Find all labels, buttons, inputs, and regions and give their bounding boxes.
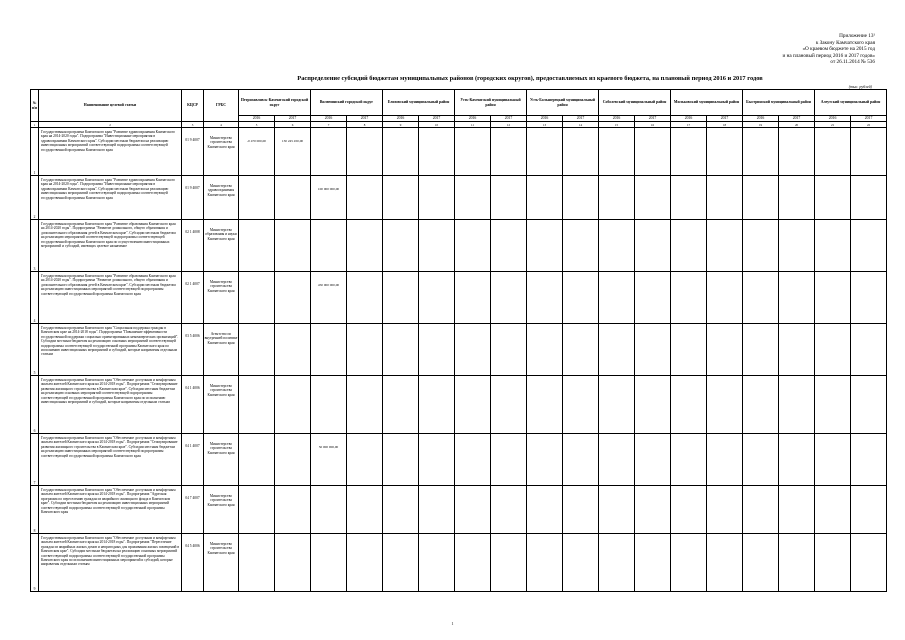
amount-cell: [563, 486, 599, 534]
amount-cell: [707, 176, 743, 220]
amount-cell: [311, 128, 347, 176]
column-number: 16: [635, 122, 671, 128]
amount-cell: [275, 434, 311, 486]
column-number: 6: [275, 122, 311, 128]
amount-cell: [419, 220, 455, 272]
amount-cell: [311, 324, 347, 376]
amount-cell: [599, 272, 635, 324]
grbs-name: Агентство по внутренней политике Камчатского края: [204, 324, 239, 376]
header-municipality: Петропавловск-Камчатский городской округ: [239, 90, 311, 116]
column-number: 8: [347, 122, 383, 128]
amount-cell: 130 245 450,00: [275, 128, 311, 176]
row-number: 8: [31, 486, 39, 534]
column-number: 1: [31, 122, 39, 128]
amount-cell: [743, 220, 779, 272]
amount-cell: [851, 486, 887, 534]
amount-cell: [779, 434, 815, 486]
amount-cell: [275, 534, 311, 592]
amount-cell: [779, 220, 815, 272]
amount-cell: [275, 324, 311, 376]
target-article-name: Государственная программа Камчатского края "Развитие образования Камчатского края на 2014-2020 годы". Подпрограмма "Развитие дошкольного, общего образования и дополнительного образования детей в Камчатском крае". Субсидии местным бюджетам на реализацию инвестиционных мероприятий соответствующей подпрограммы соответствующей государственной программы Камчатского края: [39, 272, 182, 324]
amount-cell: [455, 486, 491, 534]
amount-cell: [743, 324, 779, 376]
amount-cell: [419, 128, 455, 176]
amount-cell: [563, 534, 599, 592]
amount-cell: [671, 534, 707, 592]
year-2017: 2017: [275, 116, 311, 122]
amount-cell: [815, 486, 851, 534]
amount-cell: [239, 272, 275, 324]
amount-cell: [851, 128, 887, 176]
grbs-name: Министерство строительства Камчатского края: [204, 128, 239, 176]
grbs-name: Министерство строительства Камчатского края: [204, 376, 239, 434]
grbs-name: Министерство строительства Камчатского края: [204, 434, 239, 486]
header-grbs: ГРБС: [204, 90, 239, 122]
amount-cell: [383, 534, 419, 592]
amount-cell: [563, 220, 599, 272]
amount-cell: [527, 176, 563, 220]
column-number: 20: [779, 122, 815, 128]
header-kcsr: КЦСР: [182, 90, 204, 122]
amount-cell: [779, 376, 815, 434]
amount-cell: [455, 220, 491, 272]
grbs-name: Министерство строительства Камчатского края: [204, 534, 239, 592]
amount-cell: [527, 272, 563, 324]
amount-cell: [779, 272, 815, 324]
row-number: 1: [31, 128, 39, 176]
row-number: 3: [31, 220, 39, 272]
header-municipality: Усть-Большерецкий муниципальный район: [527, 90, 599, 116]
amount-cell: [347, 434, 383, 486]
amount-cell: -0 470 000,00: [239, 128, 275, 176]
amount-cell: [383, 486, 419, 534]
amount-cell: [815, 434, 851, 486]
amount-cell: [851, 220, 887, 272]
grbs-name: Министерство образования и науки Камчатского края: [204, 220, 239, 272]
target-article-name: Государственная программа Камчатского края "Обеспечение доступным и комфортным жильем жителей Камчатского края на 2014-2018 годы". Подпрограмма "Адресная программа по переселению граждан из аварийного жилищного фонда в Камчатском крае". Субсидии местным бюджетам на реализацию инвестиционных мероприятий соответствующей подпрограммы соответствующей государственной программы Камчатского края: [39, 486, 182, 534]
amount-cell: [635, 128, 671, 176]
amount-cell: [383, 376, 419, 434]
amount-cell: [851, 534, 887, 592]
appendix-line: к Закону Камчатского края: [815, 39, 875, 46]
column-number: 5: [239, 122, 275, 128]
table-row: [31, 376, 887, 434]
target-article-name: Государственная программа Камчатского края "Обеспечение доступным и комфортным жильем жителей Камчатского края на 2014-2018 годы". Подпрограмма "Стимулирование развития жилищного строительства в Камчатском крае". Субсидии местным бюджетам на реализацию основных мероприятий соответствующей подпрограммы соответствующей государственной программы Камчатского края по исполнению инвестиционных мероприятий и субсидий, которые направлены отдельным статьям: [39, 376, 182, 434]
amount-cell: 100 000 000,00: [311, 176, 347, 220]
amount-cell: [347, 376, 383, 434]
amount-cell: [275, 272, 311, 324]
amount-cell: [419, 376, 455, 434]
amount-cell: [635, 486, 671, 534]
amount-cell: [851, 324, 887, 376]
amount-cell: [599, 176, 635, 220]
column-number: 17: [671, 122, 707, 128]
amount-cell: [599, 220, 635, 272]
amount-cell: [671, 434, 707, 486]
amount-cell: [347, 534, 383, 592]
amount-cell: [743, 434, 779, 486]
appendix-line: Приложение 13¹: [839, 33, 875, 39]
header-municipality: Соболевский муниципальный район: [599, 90, 671, 116]
header-municipality: Усть-Камчатский муниципальный район: [455, 90, 527, 116]
amount-cell: [743, 272, 779, 324]
year-2016: 2016: [743, 116, 779, 122]
column-number: 19: [743, 122, 779, 128]
amount-cell: 50 000 000,00: [311, 434, 347, 486]
header-municipality: Алеутский муниципальный район: [815, 90, 887, 116]
kcsr-code: 03 5 4006: [182, 324, 204, 376]
amount-cell: [599, 486, 635, 534]
column-number: 15: [599, 122, 635, 128]
amount-cell: [779, 324, 815, 376]
table-row: [31, 324, 887, 376]
appendix-reference: [705, 33, 875, 66]
header-municipality: Елизовский муниципальный район: [383, 90, 455, 116]
amount-cell: [563, 272, 599, 324]
amount-cell: [347, 324, 383, 376]
amount-cell: [635, 534, 671, 592]
amount-cell: [527, 434, 563, 486]
kcsr-code: 04 5 4006: [182, 534, 204, 592]
amount-cell: [563, 128, 599, 176]
amount-cell: [599, 376, 635, 434]
year-2016: 2016: [383, 116, 419, 122]
amount-cell: [275, 486, 311, 534]
column-number: 21: [815, 122, 851, 128]
amount-cell: [779, 486, 815, 534]
year-2016: 2016: [239, 116, 275, 122]
amount-cell: [383, 434, 419, 486]
column-number: 18: [707, 122, 743, 128]
amount-cell: [491, 434, 527, 486]
amount-cell: [491, 272, 527, 324]
amount-cell: [491, 486, 527, 534]
kcsr-code: 01 9 4007: [182, 176, 204, 220]
subsidy-table: [30, 89, 887, 592]
header-municipality: Мильковский муниципальный район: [671, 90, 743, 116]
row-number: 2: [31, 176, 39, 220]
amount-cell: [455, 376, 491, 434]
amount-cell: [599, 534, 635, 592]
table-row: [31, 176, 887, 220]
amount-cell: [815, 272, 851, 324]
year-2016: 2016: [455, 116, 491, 122]
document-title: Распределение субсидий бюджетам муниципальных районов (городских округов), предоставляемых из краевого бюджета, на плановый период 2016 и 2017 годов: [297, 75, 763, 82]
amount-cell: [779, 176, 815, 220]
amount-cell: [311, 486, 347, 534]
amount-cell: [707, 534, 743, 592]
amount-cell: [635, 324, 671, 376]
column-number: 22: [851, 122, 887, 128]
year-2016: 2016: [815, 116, 851, 122]
header-municipality: Вилючинский городской округ: [311, 90, 383, 116]
appendix-line: «О краевом бюджете на 2015 год: [802, 46, 875, 53]
amount-cell: [671, 376, 707, 434]
amount-cell: [527, 486, 563, 534]
amount-cell: [707, 434, 743, 486]
grbs-name: Министерство строительства Камчатского края: [204, 272, 239, 324]
header-row: [31, 90, 887, 116]
amount-cell: [851, 376, 887, 434]
target-article-name: Государственная программа Камчатского края "Развитие здравоохранения Камчатского края на 2014-2020 годы". Подпрограмма "Инвестиционные мероприятия в здравоохранении Камчатского края". Субсидии местным бюджетам на реализацию инвестиционных мероприятий соответствующей подпрограммы соответствующей государственной программы Камчатского края: [39, 128, 182, 176]
row-number: 4: [31, 272, 39, 324]
amount-cell: [743, 176, 779, 220]
amount-cell: [239, 486, 275, 534]
amount-cell: [851, 272, 887, 324]
column-number: 13: [527, 122, 563, 128]
target-article-name: Государственная программа Камчатского края "Социальная поддержка граждан в Камчатском крае на 2014-2018 годы". Подпрограмма "Повышение эффективности государственной поддержки социально ориентированных некоммерческих организаций". Субсидии местным бюджетам на реализацию основных мероприятий соответствующей подпрограммы соответствующей государственной программы Камчатского края по исполнению инвестиционных мероприятий и субсидий, которые направлены отдельным статьям: [39, 324, 182, 376]
year-2017: 2017: [563, 116, 599, 122]
amount-cell: [491, 534, 527, 592]
amount-cell: [527, 128, 563, 176]
amount-cell: [347, 486, 383, 534]
table-row: [31, 128, 887, 176]
amount-cell: [707, 272, 743, 324]
amount-cell: [671, 486, 707, 534]
amount-cell: [491, 324, 527, 376]
row-number: 7: [31, 434, 39, 486]
amount-cell: [743, 486, 779, 534]
year-2017: 2017: [347, 116, 383, 122]
amount-cell: [779, 128, 815, 176]
target-article-name: Государственная программа Камчатского края "Обеспечение доступным и комфортным жильем жителей Камчатского края на 2014-2018 годы". Подпрограмма "Стимулирование развития жилищного строительства в Камчатском крае". Субсидии местным бюджетам на реализацию инвестиционных мероприятий соответствующей подпрограммы соответствующей государственной программы Камчатского края: [39, 434, 182, 486]
page-number: 1: [451, 621, 454, 626]
amount-cell: [347, 272, 383, 324]
year-2016: 2016: [671, 116, 707, 122]
amount-cell: [455, 128, 491, 176]
appendix-line: и на плановый период 2016 и 2017 годов»: [782, 52, 875, 59]
amount-cell: [671, 324, 707, 376]
amount-cell: [347, 176, 383, 220]
amount-cell: [743, 376, 779, 434]
amount-cell: [635, 176, 671, 220]
amount-cell: [419, 486, 455, 534]
amount-cell: [455, 534, 491, 592]
header-no: № п/п: [31, 90, 39, 122]
header-name: Наименование целевой статьи: [39, 90, 182, 122]
amount-cell: [707, 486, 743, 534]
amount-cell: [707, 324, 743, 376]
table-row: [31, 534, 887, 592]
amount-cell: [275, 220, 311, 272]
amount-cell: [383, 176, 419, 220]
amount-cell: [383, 220, 419, 272]
amount-cell: [527, 220, 563, 272]
amount-cell: [779, 534, 815, 592]
appendix-line: от 26.11.2014 № 536: [830, 59, 875, 66]
column-number: 14: [563, 122, 599, 128]
amount-cell: [347, 220, 383, 272]
kcsr-code: 04 7 4007: [182, 486, 204, 534]
amount-cell: [383, 272, 419, 324]
amount-cell: [239, 220, 275, 272]
amount-cell: [671, 176, 707, 220]
table-row: [31, 486, 887, 534]
kcsr-code: 04 1 4007: [182, 434, 204, 486]
amount-cell: [491, 128, 527, 176]
amount-cell: [275, 376, 311, 434]
year-2016: 2016: [527, 116, 563, 122]
amount-cell: [671, 220, 707, 272]
row-number: 6: [31, 376, 39, 434]
amount-cell: [815, 220, 851, 272]
amount-cell: [419, 534, 455, 592]
amount-cell: [311, 376, 347, 434]
table-row: [31, 220, 887, 272]
amount-cell: 450 000 000,00: [311, 272, 347, 324]
kcsr-code: 02 1 4008: [182, 220, 204, 272]
amount-cell: [419, 272, 455, 324]
amount-cell: [527, 324, 563, 376]
amount-cell: [707, 128, 743, 176]
amount-cell: [563, 376, 599, 434]
target-article-name: Государственная программа Камчатского края "Развитие образования Камчатского края на 2014-2020 годы". Подпрограмма "Развитие дошкольного, общего образования и дополнительного образования детей в Камчатском крае". Субсидии местным бюджетам на реализацию мероприятий соответствующей подпрограммы соответствующей государственной программы Камчатского края по осуществлению инвестиционных мероприятий и субсидий, имеющих целевое назначение: [39, 220, 182, 272]
amount-cell: [455, 434, 491, 486]
amount-cell: [383, 324, 419, 376]
amount-cell: [491, 220, 527, 272]
year-2017: 2017: [851, 116, 887, 122]
amount-cell: [635, 220, 671, 272]
amount-cell: [563, 176, 599, 220]
amount-cell: [491, 176, 527, 220]
amount-cell: [311, 220, 347, 272]
column-number: 3: [182, 122, 204, 128]
column-number: 10: [419, 122, 455, 128]
kcsr-code: 04 1 4006: [182, 376, 204, 434]
amount-cell: [239, 434, 275, 486]
amount-cell: [527, 534, 563, 592]
column-number: 2: [39, 122, 182, 128]
year-2017: 2017: [491, 116, 527, 122]
amount-cell: [239, 176, 275, 220]
column-number: 4: [204, 122, 239, 128]
amount-cell: [851, 176, 887, 220]
amount-cell: [599, 324, 635, 376]
amount-cell: [419, 176, 455, 220]
header-municipality: Быстринский муниципальный район: [743, 90, 815, 116]
amount-cell: [599, 434, 635, 486]
amount-cell: [347, 128, 383, 176]
amount-cell: [275, 176, 311, 220]
amount-cell: [635, 376, 671, 434]
grbs-name: Министерство строительства Камчатского края: [204, 486, 239, 534]
amount-cell: [671, 128, 707, 176]
kcsr-code: 02 1 4007: [182, 272, 204, 324]
amount-cell: [635, 272, 671, 324]
amount-cell: [239, 376, 275, 434]
amount-cell: [563, 434, 599, 486]
amount-cell: [671, 272, 707, 324]
amount-cell: [815, 128, 851, 176]
amount-cell: [851, 434, 887, 486]
amount-cell: [815, 376, 851, 434]
row-number: 5: [31, 324, 39, 376]
amount-cell: [707, 376, 743, 434]
column-number: 11: [455, 122, 491, 128]
year-2016: 2016: [599, 116, 635, 122]
amount-cell: [311, 534, 347, 592]
amount-cell: [455, 324, 491, 376]
year-2017: 2017: [635, 116, 671, 122]
amount-cell: [527, 376, 563, 434]
amount-cell: [743, 128, 779, 176]
amount-cell: [563, 324, 599, 376]
amount-cell: [707, 220, 743, 272]
amount-cell: [815, 324, 851, 376]
column-number: 7: [311, 122, 347, 128]
units-label: (тыс. рублей): [848, 84, 872, 89]
amount-cell: [239, 324, 275, 376]
amount-cell: [239, 534, 275, 592]
amount-cell: [743, 534, 779, 592]
amount-cell: [455, 176, 491, 220]
year-2017: 2017: [707, 116, 743, 122]
amount-cell: [419, 324, 455, 376]
target-article-name: Государственная программа Камчатского края "Обеспечение доступным и комфортным жильем жителей Камчатского края на 2014-2018 годы". Подпрограмма "Переселение граждан из аварийных жилых домов и непригодных для проживания жилых помещений в Камчатском крае". Субсидии местным бюджетам на реализацию основных мероприятий соответствующей подпрограммы соответствующей государственной программы Камчатского края по исполнению инвестиционных мероприятий и субсидий, которые направлены отдельным статьям: [39, 534, 182, 592]
year-2017: 2017: [779, 116, 815, 122]
amount-cell: [599, 128, 635, 176]
year-2016: 2016: [311, 116, 347, 122]
amount-cell: [491, 376, 527, 434]
grbs-name: Министерство здравоохранения Камчатского края: [204, 176, 239, 220]
amount-cell: [419, 434, 455, 486]
table-row: [31, 272, 887, 324]
kcsr-code: 01 9 4007: [182, 128, 204, 176]
row-number: 9: [31, 534, 39, 592]
table-row: [31, 434, 887, 486]
amount-cell: [815, 534, 851, 592]
target-article-name: Государственная программа Камчатского края "Развитие здравоохранения Камчатского края на 2014-2020 годы". Подпрограмма "Инвестиционные мероприятия в здравоохранении Камчатского края". Субсидии местным бюджетам на реализацию инвестиционных мероприятий соответствующей подпрограммы соответствующей государственной программы Камчатского края: [39, 176, 182, 220]
amount-cell: [815, 176, 851, 220]
column-number: 12: [491, 122, 527, 128]
column-number: 9: [383, 122, 419, 128]
amount-cell: [455, 272, 491, 324]
year-2017: 2017: [419, 116, 455, 122]
amount-cell: [383, 128, 419, 176]
amount-cell: [635, 434, 671, 486]
